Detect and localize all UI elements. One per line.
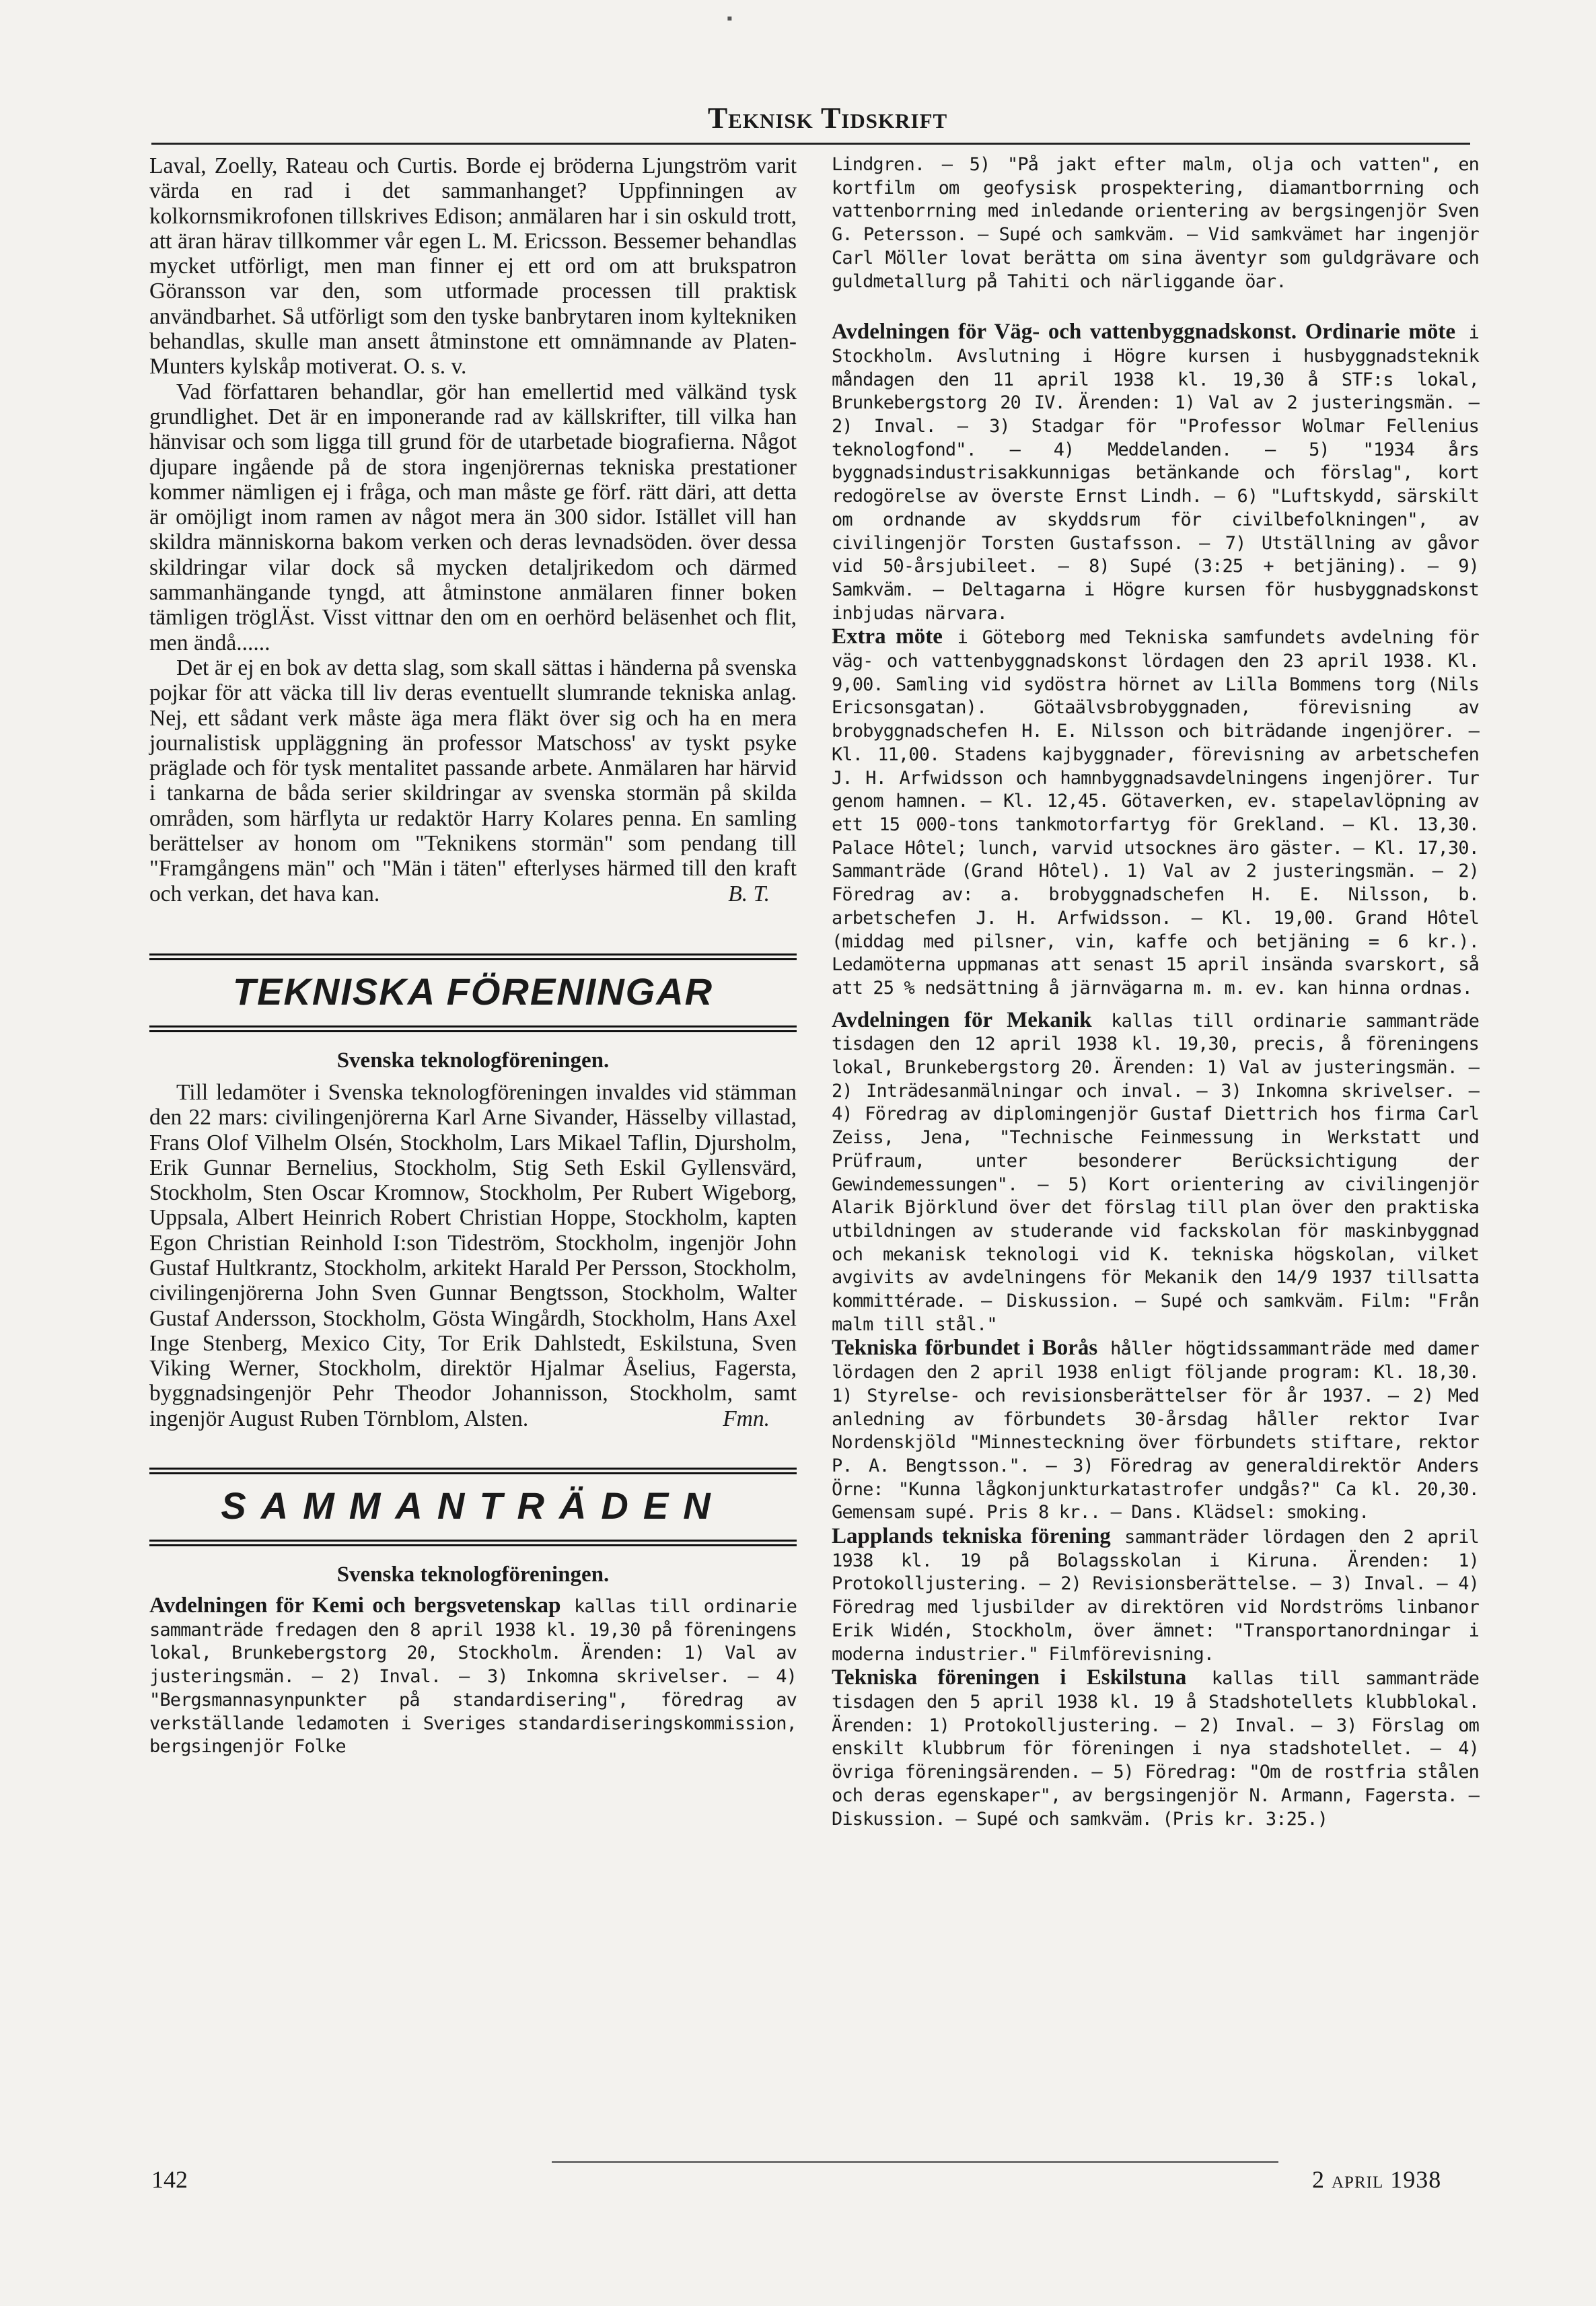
lappland-entry-text: sammanträder lördagen den 2 april 1938 kl. 19 på Bolagsskolan i Kiruna. Ärenden: 1) Protokolljustering. — 2) Revisionsberättelse. — 3) Inval. — 4) Föredrag med ljusbilder av direktören vid Nordströms linbanor Erik Widén, Stockholm, över ämnet: "Transportanordningar i moderna industrier." Filmförevisning. (832, 1527, 1479, 1665)
boras-entry-title: Tekniska förbundet i Borås (832, 1336, 1098, 1361)
eskilstuna-entry (832, 1666, 1479, 1831)
issue-date-month: april (1332, 2166, 1384, 2193)
review-paragraph-2: Vad författaren behandlar, gör han emellertid med välkänd tysk grundlighet. Det är en imponerande rad av källskrifter, till vilka han hänvisar och som ligga till grund för de utarbetade biografierna. Något djupare ingående på de stora ingenjörernas tekniska prestationer kommer nämligen ej i fråga, och man måste ge förf. rätt däri, att detta är omöjligt inom ramen av något mera än 300 sidor. Istället vill han skildra människorna bakom verken och deras levnadsöden. över dessa skildringar vilar dock så mycken detaljrikedom och därmed sammanhängande tyngd, att åtminstone anmälaren finner boken tämligen tröglÄst. Visst vittnar den om en oerhörd beläsenhet och flit, men ändå...... (149, 379, 797, 655)
kemi-entry (149, 1594, 797, 1759)
review-paragraph-1: Laval, Zoelly, Rateau och Curtis. Borde ej bröderna Ljungström varit värda en rad i det sammanhanget? Uppfinningen av kolkornsmikrofonen tillskrives Edison; anmälaren har i sin oskuld trott, att äran härav tillkommer vår egen L. M. Ericsson. Bessemer behandlas mycket utförligt, men man finner ej ett ord om att brukspatron Göransson var den, som utformade processen till praktisk användbarhet. Så utförligt som den tyske banbrytaren inom kyltekniken behandlas, skulle man ansett åtminstone ett omnämnande av Platen-Munters kylskåp motiverat. O. s. v. (149, 153, 797, 380)
kemi-continuation: Lindgren. — 5) "På jakt efter malm, olja och vatten", en kortfilm om geofysisk prospektering, diamantborrning och vattenborrning med inledande orientering av bergsingenjör Sven G. Petersson. — Supé och samkväm. — Vid samkvämet har ingenjör Carl Möller lovat berätta om sina äventyr som guldgrävare och guldmetallurg på Tahiti och närliggande öar. (832, 154, 1479, 292)
left-column (149, 153, 797, 1759)
kemi-entry-text: kallas till ordinarie sammanträde fredagen den 8 april 1938 kl. 19,30 på föreningens lokal, Brunkebergstorg 20, Stockholm. Ärenden: 1) Val av justeringsmän. — 2) Inval. — 3) Inkomna skrivelser. — 4) "Bergsmannasynpunkter på standardisering", föredrag av verkställande ledamoten i Sveriges standardiseringskommission, bergsingenjör Folke (149, 1596, 797, 1758)
scan-mark: ▪ (727, 10, 733, 28)
review-paragraph-3-text: Det är ej en bok av detta slag, som skall sättas i händerna på svenska pojkar för att väcka till liv deras eventuellt slumrande tekniska anlag. Nej, ett sådant verk måste äga mera fläkt över sig och ha en mera journalistisk uppläggning än professor Matschoss' av tyskt psyke präglade och för tysk mentalitet passande arbete. Anmälaren har härvid i tankarna de båda serier skildringar av svenska stormän på skilda områden, som härflyta ur redaktör Harry Kolares penna. En samling berättelser av honom om "Teknikens stormän" som pendang till "Framgångens män" och "Män i täten" efterlyses härmed till den kraft och verkan, det hava kan. (149, 655, 797, 906)
issue-date-day: 2 (1312, 2166, 1325, 2193)
vag-entry-title: Avdelningen för Väg- och vattenbyggnadskonst. Ordinarie möte (832, 320, 1455, 345)
section-banner-foreningar: TEKNISKA FÖRENINGAR (149, 953, 797, 1032)
eskilstuna-entry-title: Tekniska föreningen i Eskilstuna (832, 1665, 1187, 1690)
boras-entry-text: håller högtidssammanträde med damer lördagen den 2 april 1938 enligt följande program: Kl. 18,30. 1) Styrelse- och revisionsberättelser för år 1937. — 2) Med anledning av förbundets 30-årsdag håller rektor Ivar Nordenskjöld "Minnesteckning över förbundets stiftare, rektor P. A. Bengtsson.". — 3) Föredrag av generaldirektör Anders Örne: "Kunna lågkonjunkturkatastrofer undgås?" Ca kl. 20,30. Gemensam supé. Pris 8 kr.. — Dans. Klädsel: smoking. (832, 1338, 1479, 1523)
foreningar-text (149, 1080, 797, 1431)
section-banner-sammantraden: SAMMANTRÄDEN (149, 1468, 797, 1546)
right-column (832, 153, 1479, 1831)
issue-date-year: 1938 (1390, 2166, 1442, 2193)
mekanik-entry-title: Avdelningen för Mekanik (832, 1007, 1092, 1032)
boras-entry (832, 1336, 1479, 1525)
lappland-entry-title: Lapplands tekniska förening (832, 1524, 1111, 1549)
header-rule (151, 143, 1470, 145)
foreningar-subheading: Svenska teknologföreningen. (336, 1048, 610, 1073)
eskilstuna-entry-text: kallas till sammanträde tisdagen den 5 april 1938 kl. 19 å Stadshotellets klubblokal. Ärenden: 1) Protokolljustering. — 2) Inval. — 3) Förslag om enskilt klubbrum för föreningen i nya stadshotellet. — 4) övriga föreningsärenden. — 5) Föredrag: "Om de rostfria stålen och deras egenskaper", av bergsingenjör N. Armann, Fagersta. — Diskussion. — Supé och samkväm. (Pris kr. 3:25.) (832, 1668, 1479, 1830)
journal-title: Teknisk Tidskrift (707, 102, 948, 135)
review-paragraph-3 (149, 655, 797, 906)
footer-rule (552, 2161, 1278, 2163)
vag-entry (832, 320, 1479, 625)
lappland-entry (832, 1525, 1479, 1666)
extra-entry (832, 625, 1479, 1000)
issue-date (1312, 2165, 1441, 2194)
page-number: 142 (151, 2166, 188, 2193)
sammantraden-subheading: Svenska teknologföreningen. (336, 1562, 610, 1587)
mekanik-entry-text: kallas till ordinarie sammanträde tisdagen den 12 april 1938 kl. 19,30, precis, å föreningens lokal, Brunkebergstorg 20. Ärenden: 1) Val av justeringsmän. — 2) Inträdesanmälningar och inval. — 3) Inkomna skrivelser. — 4) Föredrag av diplomingenjör Gustaf Diettrich hos firma Carl Zeiss, Jena, "Technische Feinmessung in Werkstatt und Prüfraum, unter besonderer Berücksichtigung der Gewindemessungen". — 5) Kort orientering av civilingenjör Alarik Björklund över det förslag till plan över den praktiska utbildningen av studerande vid fackskolan för maskinbyggnad och mekanisk teknologi vid K. tekniska högskolan, vilket avgivits av avdelningens för Mekanik den 14/9 1937 tillsatta kommittérade. — Diskussion. — Supé och samkväm. Film: "Från malm till stål." (832, 1010, 1479, 1335)
foreningar-members: Till ledamöter i Svenska teknologföreningen invaldes vid stämman den 22 mars: civilingenjörerna Karl Arne Sivander, Hässelby villastad, Frans Olof Vilhelm Olsén, Stockholm, Lars Mikael Taflin, Djursholm, Erik Gunnar Bernelius, Stockholm, Stig Seth Eskil Gyllensvärd, Stockholm, Sten Oscar Kromnow, Stockholm, Per Rubert Wigeborg, Uppsala, Albert Heinrich Robert Christian Hoppe, Stockholm, kapten Egon Christian Reinhold I:son Tideström, Stockholm, ingenjör John Gustaf Hultkrantz, Stockholm, arkitekt Harald Per Persson, Stockholm, civilingenjörerna John Sven Gunnar Bengtsson, Stockholm, Walter Gustaf Andersson, Stockholm, Gösta Wingårdh, Stockholm, Hans Axel Inge Stenberg, Mexico City, Tor Erik Dahlstedt, Eskilstuna, Sven Viking Werner, Stockholm, direktör Hjalmar Åselius, Fagersta, byggnadsingenjör Pehr Theodor Johannisson, Stockholm, samt ingenjör August Ruben Törnblom, Alsten. (149, 1079, 797, 1431)
mekanik-entry (832, 1009, 1479, 1337)
extra-entry-text: i Göteborg med Tekniska samfundets avdelning för väg- och vattenbyggnadskonst lördagen den 23 april 1938. Kl. 9,00. Samling vid sydöstra hörnet av Lilla Bommens torg (Nils Ericsonsgatan). Götaälvsbrobyggnaden, förevisning av brobyggnadschefen H. E. Nilsson och biträdande ingenjörer. — Kl. 11,00. Stadens kajbyggnader, förevisning av arbetschefen J. H. Arfwidsson och hamnbyggnadsavdelningens ingenjörer. Tur genom hamnen. — Kl. 12,45. Götaverken, ev. stapelavlöpning av ett 15 000-tons tankmotorfartyg för Grekland. — Kl. 13,30. Palace Hôtel; lunch, varvid utsocknes äro gäster. — Kl. 17,30. Sammanträde (Grand Hôtel). 1) Val av 2 justeringsmän. — 2) Föredrag av: a. brobyggnadschefen H. E. Nilsson, b. arbetschefen J. H. Arfwidsson. — Kl. 19,00. Grand Hôtel (middag med pilsner, vin, kaffe och betjäning = 6 kr.). Ledamöterna uppmanas att senast 15 april insända svarskort, så att 25 % nedsättning å järnvägarna m. m. ev. kan hinna ordnas. (832, 627, 1479, 999)
extra-entry-title: Extra möte (832, 624, 943, 649)
vag-entry-text: i Stockholm. Avslutning i Högre kursen i husbyggnadsteknik måndagen den 11 april 1938 kl. 19,30 å STF:s lokal, Brunkebergstorg 20 IV. Ärenden: 1) Val av 2 justeringsmän. — 2) Inval. — 3) Stadgar för "Professor Wolmar Fellenius teknologfond". — 4) Meddelanden. — 5) "1934 års byggnadsindustrisakkunnigas betänkande och förslag", kort redogörelse av överste Ernst Lindh. — 6) "Luftskydd, särskilt om ordnande av skyddsrum för civilbefolkningen", av civilingenjör Torsten Gustafsson. — 7) Utställning av gåvor vid 50-årsjubileet. — 8) Supé (3:25 + betjäning). — 9) Samkväm. — Deltagarna i Högre kursen för husbyggnadskonst inbjudas närvara. (832, 322, 1480, 624)
review-signature: B. T. (728, 881, 770, 906)
foreningar-signature: Fmn. (723, 1406, 770, 1431)
kemi-entry-title: Avdelningen för Kemi och bergsvetenskap (149, 1593, 561, 1618)
